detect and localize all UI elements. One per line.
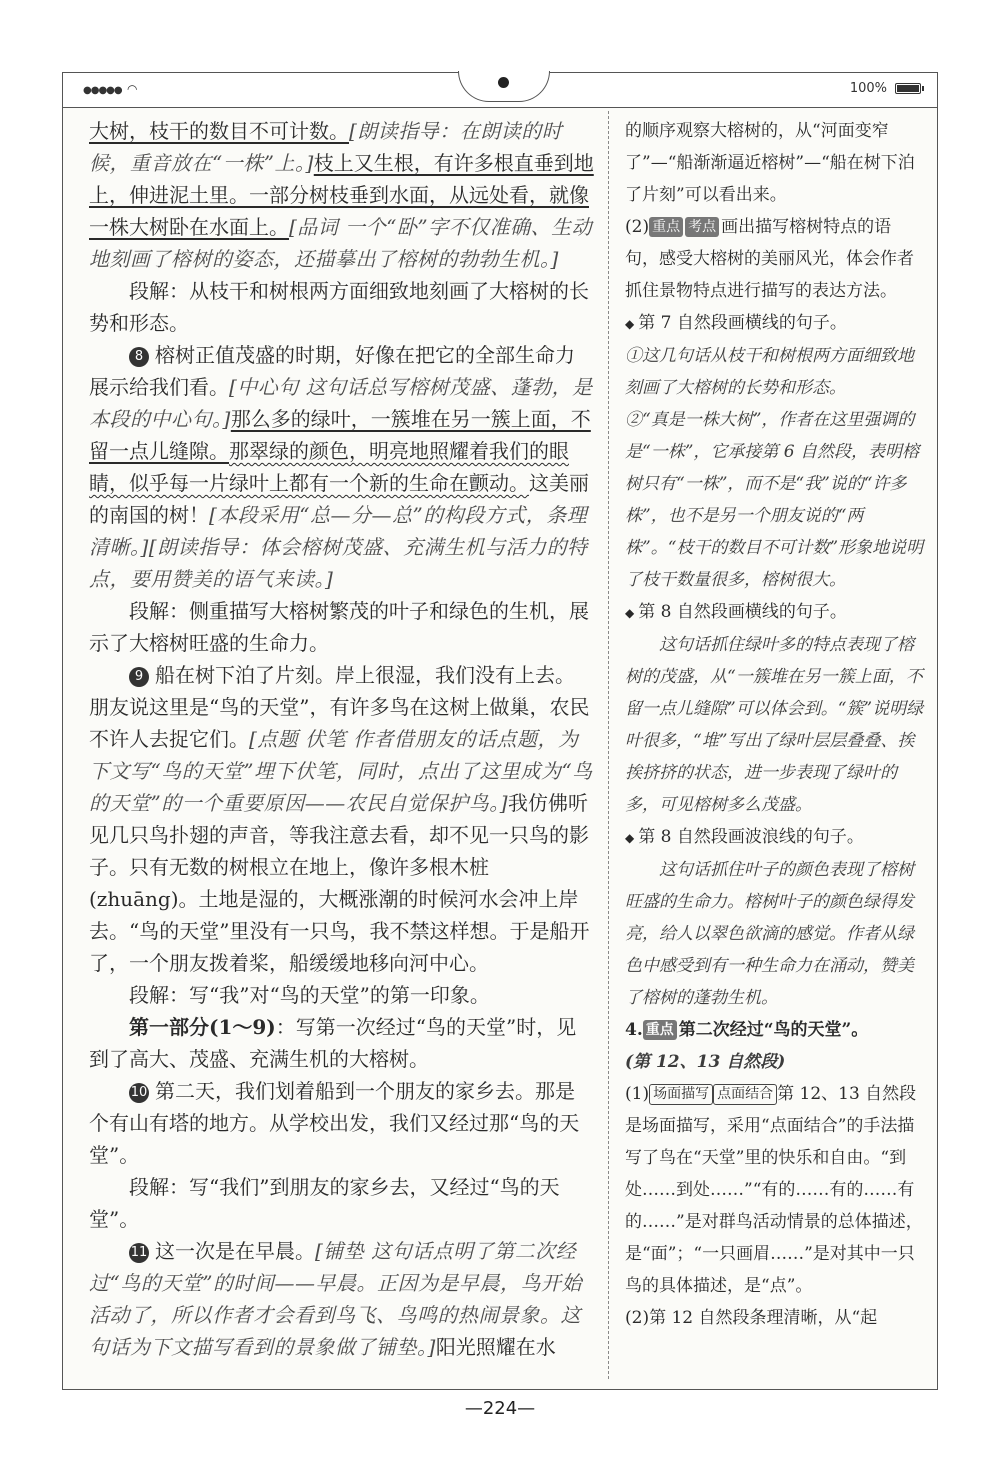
- section-heading: [625, 1014, 925, 1046]
- section-number: 4.: [625, 1020, 643, 1040]
- paragraph-7-end: [89, 115, 594, 275]
- diamond-bullet-icon: ◆: [625, 831, 635, 845]
- question-1: [625, 1078, 925, 1302]
- text-underlined: 枝上又生根，有许多根直垂到地上，伸进泥土里。一部分树枝垂到水面，从远处看，就像一株大树卧在水面上。: [89, 151, 594, 239]
- key-point-tag: 重点: [643, 1020, 677, 1040]
- analysis-text: 这句话抓住叶子的颜色表现了榕树旺盛的生命力。榕树叶子的颜色绿得发亮，给人以翠色欲滴的感觉。作者从绿色中感受到有一种生命力在涌动，赞美了榕树的蓬勃生机。: [625, 860, 914, 1008]
- text: 阳光照耀在水: [435, 1335, 556, 1359]
- paragraph-9: [89, 659, 594, 979]
- text: 这美丽的南国的树！: [89, 471, 589, 527]
- paragraph-summary: 段解：写“我”对“鸟的天堂”的第一印象。: [129, 983, 490, 1007]
- paragraph-number-badge: 10: [129, 1083, 149, 1103]
- question-2-partial: (2)第 12 自然段条理清晰，从“起: [625, 1308, 878, 1328]
- annotation: [点题 伏笔 作者借朋友的话点题，为下文写“鸟的天堂”埋下伏笔，同时，点出了这里成为“鸟的天堂”的一个重要原因——农民自觉保护鸟。]: [89, 727, 593, 815]
- bullet-item: [625, 821, 925, 854]
- annotation: [铺垫 这句话点明了第二次经过“鸟的天堂”的时间——早晨。正因为是早晨，鸟开始活动了，所以作者才会看到鸟飞、鸟鸣的热闹景象。这句话为下文描写看到的景象做了铺垫。]: [89, 1239, 582, 1359]
- diamond-bullet-icon: ◆: [625, 317, 635, 331]
- page-number: —224—: [464, 1398, 536, 1419]
- device-notch: [458, 71, 550, 102]
- text-underlined: 大树，枝干的数目不可计数。: [89, 119, 349, 143]
- text: 第 7 自然段画横线的句子。: [638, 313, 847, 333]
- bullet-item: [625, 596, 925, 629]
- text: 第 12、13 自然段是场面描写，采用“点面结合”的手法描写了鸟在“天堂”里的快乐和自由。“到处……到处……”“有的……有的……有的……”是对群鸟活动情景的总体描述，是“面”；“一只画眉……”是对其中一只鸟的具体描述，是“点”。: [625, 1084, 923, 1296]
- text: 这一次是在早晨。: [155, 1239, 315, 1263]
- technique-tag: 场面描写: [649, 1084, 713, 1105]
- text-column-right: [625, 115, 925, 1334]
- part-label: 第一部分(1～9): [129, 1015, 276, 1039]
- battery-percent: 100%: [849, 81, 887, 96]
- key-point-tag: 重点: [649, 217, 683, 237]
- annotation: [中心句 这句话总写榕树茂盛、蓬勃，是本段的中心句。]: [89, 375, 593, 431]
- section-subheading: (第 12、13 自然段): [625, 1052, 786, 1072]
- text-wavy: 那翠绿的颜色，明亮地照耀着我们的眼睛，似乎每一片绿叶上都有一个新的生命在颤动。: [89, 439, 569, 495]
- text: 第 8 自然段画横线的句子。: [638, 602, 847, 622]
- diamond-bullet-icon: ◆: [625, 606, 635, 620]
- text: 画出描写榕树特点的语句，感受大榕树的美丽风光，体会作者抓住景物特点进行描写的表达方法。: [625, 217, 914, 301]
- analysis-text: 这句话抓住绿叶多的特点表现了榕树的茂盛，从“一簇堆在另一簇上面，不留一点儿缝隙”可以体会到。“簇”说明绿叶很多，“堆”写出了绿叶层层叠叠、挨挨挤挤的状态，进一步表现了绿叶的多，可见榕树多么茂盛。: [625, 635, 924, 815]
- analysis-text: ②“真是一株大树”，作者在这里强调的是“一株”，它承接第 6 自然段，表明榕树只有“一株”，而不是“我”说的“许多株”，也不是另一个朋友说的“两株”。“枝干的数目不可计数”形象地说明了枝干数量很多，榕树很大。: [625, 410, 924, 590]
- annotation: [品词 一个“卧”字不仅准确、生动地刻画了榕树的姿态，还描摹出了榕树的勃勃生机。]: [89, 215, 593, 271]
- text: 榕树正值茂盛的时期，好像在把它的全部生命力展示给我们看。: [89, 343, 575, 399]
- text-underlined: 那么多的绿叶，一簇堆在另一簇上面，不留一点儿缝隙。: [89, 407, 591, 463]
- battery-icon: [895, 83, 921, 94]
- exam-point-tag: 考点: [685, 217, 719, 237]
- annotation: [本段采用“总—分—总”的构段方式，条理清晰。][朗读指导：体会榕树茂盛、充满生机与活力的特点，要用赞美的语气来读。]: [89, 503, 588, 591]
- paragraph-summary: 段解：侧重描写大榕树繁茂的叶子和绿色的生机，展示了大榕树旺盛的生命力。: [89, 599, 589, 655]
- text: 第二次经过“鸟的天堂”。: [678, 1020, 869, 1040]
- analysis-text: 的顺序观察大榕树的，从“河面变窄了”—“船渐渐逼近榕树”—“船在树下泊了片刻”可以看出来。: [625, 121, 915, 205]
- status-bar: [63, 73, 937, 108]
- page-frame: [62, 72, 938, 1390]
- text: 我仿佛听见几只鸟扑翅的声音，等我注意去看，却不见一只鸟的影子。只有无数的树根立在地上，像许多根木桩(zhuāng)。土地是湿的，大概涨潮的时候河水会冲上岸去。“鸟的天堂”里没有一只鸟，我不禁这样想。于是船开了，一个朋友拨着桨，船缓缓地移向河中心。: [89, 791, 590, 975]
- part-summary: [89, 1011, 594, 1075]
- wifi-icon: ◠: [127, 82, 138, 96]
- paragraph-8: [89, 339, 594, 595]
- paragraph-number-badge: 9: [129, 667, 149, 687]
- annotation: [朗读指导：在朗读的时候，重音放在“一株”上。]: [89, 119, 563, 175]
- paragraph-summary: 段解：从枝干和树根两方面细致地刻画了大榕树的长势和形态。: [89, 279, 589, 335]
- paragraph-summary: 段解：写“我们”到朋友的家乡去，又经过“鸟的天堂”。: [89, 1175, 560, 1231]
- analysis-text: ①这几句话从枝干和树根两方面细致地刻画了大榕树的长势和形态。: [625, 346, 914, 398]
- text-column-left: [89, 115, 594, 1363]
- column-divider: [608, 111, 609, 1379]
- bullet-item: [625, 307, 925, 340]
- text: 第二天，我们划着船到一个朋友的家乡去。那是个有山有塔的地方。从学校出发，我们又经过那“鸟的天堂”。: [89, 1079, 580, 1167]
- signal-icon: ●●●●●: [83, 85, 122, 96]
- text: 船在树下泊了片刻。岸上很湿，我们没有上去。朋友说这里是“鸟的天堂”，有许多鸟在这树上做巢，农民不许人去捉它们。: [89, 663, 590, 751]
- question-number: (2): [625, 217, 650, 237]
- question-number: (1): [625, 1084, 650, 1104]
- paragraph-number-badge: 11: [129, 1243, 149, 1263]
- technique-tag: 点面结合: [713, 1084, 777, 1105]
- paragraph-10: [89, 1075, 594, 1171]
- text: ：写第一次经过“鸟的天堂”时，见到了高大、茂盛、充满生机的大榕树。: [89, 1015, 577, 1071]
- paragraph-11: [89, 1235, 594, 1363]
- text: 第 8 自然段画波浪线的句子。: [638, 827, 864, 847]
- question-2: [625, 211, 925, 307]
- paragraph-number-badge: 8: [129, 347, 149, 367]
- camera-icon: [498, 77, 509, 88]
